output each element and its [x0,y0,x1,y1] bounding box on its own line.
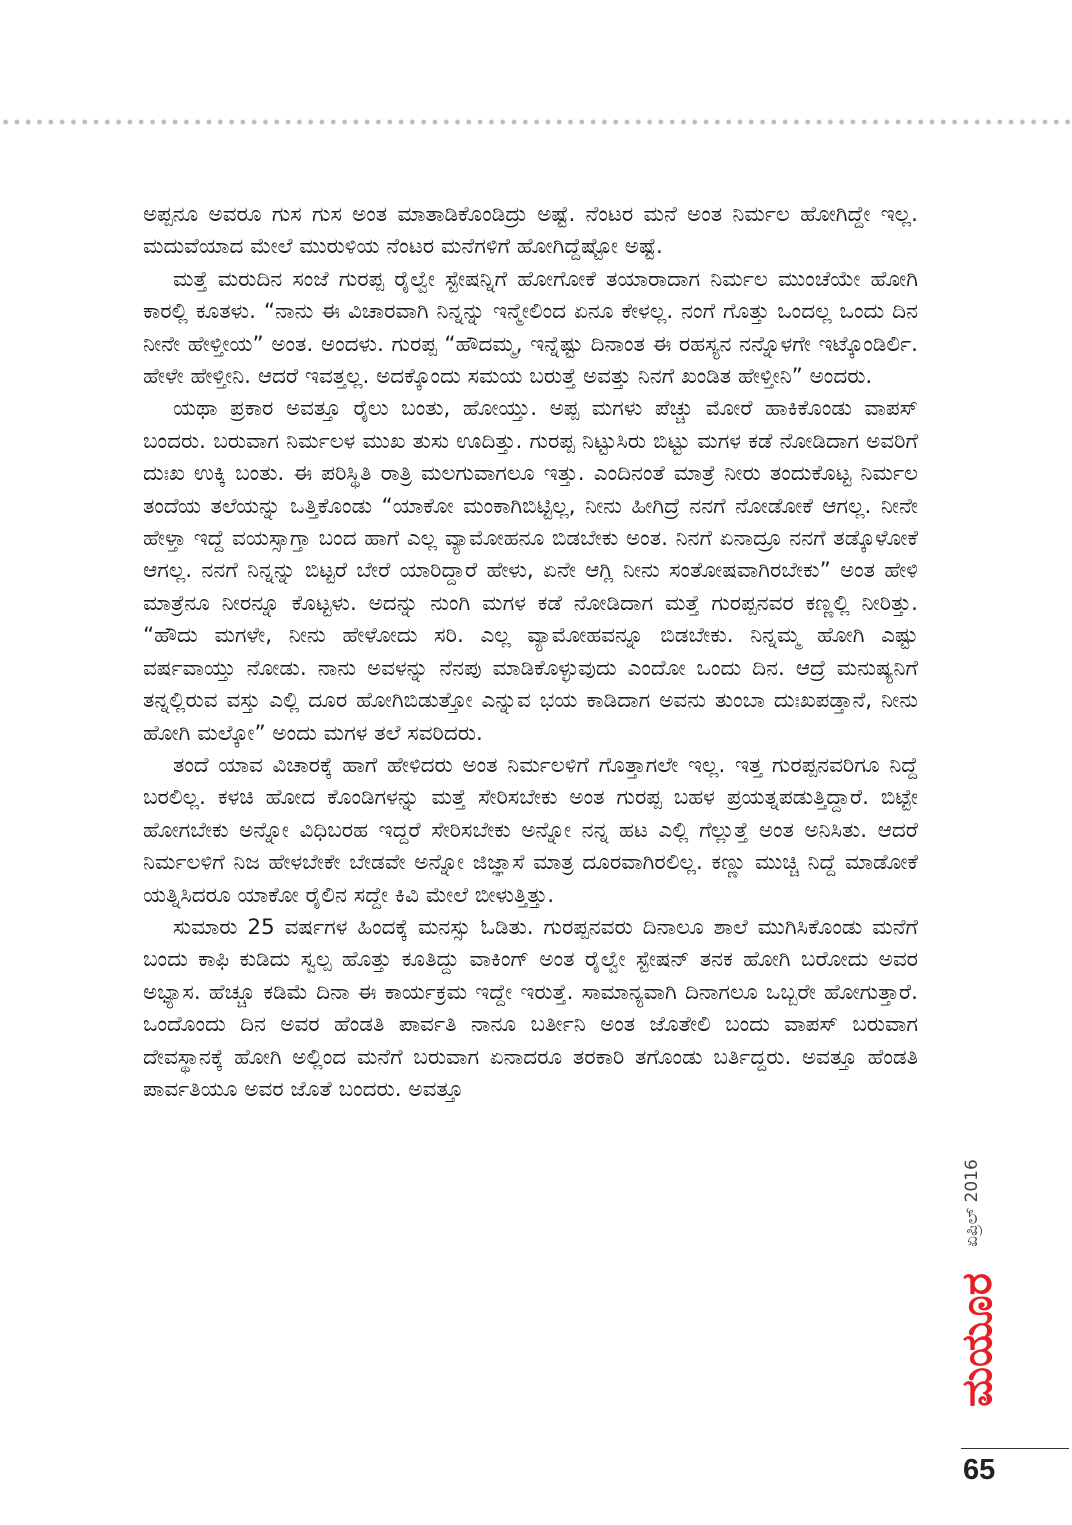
page-number: 65 [963,1454,996,1486]
page-number-rule [961,1448,1069,1449]
paragraph: ತಂದೆ ಯಾವ ವಿಚಾರಕ್ಕೆ ಹಾಗೆ ಹೇಳಿದರು ಅಂತ ನಿರ್ಮಲಳಿಗೆ ಗೊತ್ತಾಗಲೇ ಇಲ್ಲ. ಇತ್ತ ಗುರಪ್ಪನವರಿಗೂ ನಿದ್ದೆ ಬರಲಿಲ್ಲ. ಕಳಚಿ ಹೋದ ಕೊಂಡಿಗಳನ್ನು ಮತ್ತೆ ಸೇರಿಸಬೇಕು ಅಂತ ಗುರಪ್ಪ ಬಹಳ ಪ್ರಯತ್ನಪಡುತ್ತಿದ್ದಾರೆ. ಬಿಟ್ಟೇ ಹೋಗಬೇಕು ಅನ್ನೋ ವಿಧಿಬರಹ ಇದ್ದರೆ ಸೇರಿಸಬೇಕು ಅನ್ನೋ ನನ್ನ ಹಟ ಎಲ್ಲಿ ಗೆಲ್ಲುತ್ತೆ ಅಂತ ಅನಿಸಿತು. ಆದರೆ ನಿರ್ಮಲಳಿಗೆ ನಿಜ ಹೇಳಬೇಕೇ ಬೇಡವೇ ಅನ್ನೋ ಜಿಜ್ಞಾಸೆ ಮಾತ್ರ ದೂರವಾಗಿರಲಿಲ್ಲ. ಕಣ್ಣು ಮುಚ್ಚಿ ನಿದ್ದೆ ಮಾಡೋಕೆ ಯತ್ನಿಸಿದರೂ ಯಾಕೋ ರೈಲಿನ ಸದ್ದೇ ಕಿವಿ ಮೇಲೆ ಬೀಳುತ್ತಿತ್ತು. [143,752,918,908]
magazine-logo: ಮಯೂರ [952,1273,1001,1407]
article-body [143,199,918,1106]
paragraph: ಅಪ್ಪನೂ ಅವರೂ ಗುಸ ಗುಸ ಅಂತ ಮಾತಾಡಿಕೊಂಡಿದ್ರು ಅಷ್ಟೆ. ನೆಂಟರ ಮನೆ ಅಂತ ನಿರ್ಮಲ ಹೋಗಿದ್ದೇ ಇಲ್ಲ. ಮದುವೆಯಾದ ಮೇಲೆ ಮುರುಳಿಯ ನೆಂಟರ ಮನೆಗಳಿಗೆ ಹೋಗಿದ್ದೆಷ್ಟೋ ಅಷ್ಟೆ. [143,202,918,260]
issue-date: ಏಪ್ರಿಲ್ 2016 [962,1159,982,1247]
paragraph: ಸುಮಾರು 25 ವರ್ಷಗಳ ಹಿಂದಕ್ಕೆ ಮನಸ್ಸು ಓಡಿತು. ಗುರಪ್ಪನವರು ದಿನಾಲೂ ಶಾಲೆ ಮುಗಿಸಿಕೊಂಡು ಮನೆಗೆ ಬಂದು ಕಾಫಿ ಕುಡಿದು ಸ್ವಲ್ಪ ಹೊತ್ತು ಕೂತಿದ್ದು ವಾಕಿಂಗ್ ಅಂತ ರೈಲ್ವೇ ಸ್ಟೇಷನ್ ತನಕ ಹೋಗಿ ಬರೋದು ಅವರ ಅಭ್ಯಾಸ. ಹೆಚ್ಚೂ ಕಡಿಮೆ ದಿನಾ ಈ ಕಾರ್ಯಕ್ರಮ ಇದ್ದೇ ಇರುತ್ತೆ. ಸಾಮಾನ್ಯವಾಗಿ ದಿನಾಗಲೂ ಒಬ್ಬರೇ ಹೋಗುತ್ತಾರೆ. ಒಂದೊಂದು ದಿನ ಅವರ ಹೆಂಡತಿ ಪಾರ್ವತಿ ನಾನೂ ಬರ್ತೀನಿ ಅಂತ ಜೊತೇಲಿ ಬಂದು ವಾಪಸ್ ಬರುವಾಗ ದೇವಸ್ಥಾನಕ್ಕೆ ಹೋಗಿ ಅಲ್ಲಿಂದ ಮನೆಗೆ ಬರುವಾಗ ಏನಾದರೂ ತರಕಾರಿ ತಗೊಂಡು ಬರ್ತಿದ್ದರು. ಅವತ್ತೂ ಹೆಂಡತಿ ಪಾರ್ವತಿಯೂ ಅವರ ಜೊತೆ ಬಂದರು. ಅವತ್ತೂ [143,914,918,1102]
paragraph: ಯಥಾ ಪ್ರಕಾರ ಅವತ್ತೂ ರೈಲು ಬಂತು, ಹೋಯ್ತು. ಅಪ್ಪ ಮಗಳು ಪೆಚ್ಚು ಮೋರೆ ಹಾಕಿಕೊಂಡು ವಾಪಸ್ ಬಂದರು. ಬರುವಾಗ ನಿರ್ಮಲಳ ಮುಖ ತುಸು ಊದಿತ್ತು. ಗುರಪ್ಪ ನಿಟ್ಟುಸಿರು ಬಿಟ್ಟು ಮಗಳ ಕಡೆ ನೋಡಿದಾಗ ಅವರಿಗೆ ದುಃಖ ಉಕ್ಕಿ ಬಂತು. ಈ ಪರಿಸ್ಥಿತಿ ರಾತ್ರಿ ಮಲಗುವಾಗಲೂ ಇತ್ತು. ಎಂದಿನಂತೆ ಮಾತ್ರೆ ನೀರು ತಂದುಕೊಟ್ಟ ನಿರ್ಮಲ ತಂದೆಯ ತಲೆಯನ್ನು ಒತ್ತಿಕೊಂಡು “ಯಾಕೋ ಮಂಕಾಗಿಬಿಟ್ಟಿಲ್ಲ, ನೀನು ಹೀಗಿದ್ರೆ ನನಗೆ ನೋಡೋಕೆ ಆಗಲ್ಲ. ನೀನೇ ಹೇಳ್ತಾ ಇದ್ದೆ ವಯಸ್ಸಾಗ್ತಾ ಬಂದ ಹಾಗೆ ಎಲ್ಲ ವ್ಯಾಮೋಹನೂ ಬಿಡಬೇಕು ಅಂತ. ನಿನಗೆ ಏನಾದ್ರೂ ನನಗೆ ತಡ್ಕೊಳೋಕೆ ಆಗಲ್ಲ. ನನಗೆ ನಿನ್ನನ್ನು ಬಿಟ್ಟರೆ ಬೇರೆ ಯಾರಿದ್ದಾರೆ ಹೇಳು, ಏನೇ ಆಗ್ಲಿ ನೀನು ಸಂತೋಷವಾಗಿರಬೇಕು” ಅಂತ ಹೇಳಿ ಮಾತ್ರೆನೂ ನೀರನ್ನೂ ಕೊಟ್ಟಳು. ಅದನ್ನು ನುಂಗಿ ಮಗಳ ಕಡೆ ನೋಡಿದಾಗ ಮತ್ತೆ ಗುರಪ್ಪನವರ ಕಣ್ಣಲ್ಲಿ ನೀರಿತ್ತು. “ಹೌದು ಮಗಳೇ, ನೀನು ಹೇಳೋದು ಸರಿ. ಎಲ್ಲ ವ್ಯಾಮೋಹವನ್ನೂ ಬಿಡಬೇಕು. ನಿನ್ನಮ್ಮ ಹೋಗಿ ಎಷ್ಟು ವರ್ಷವಾಯ್ತು ನೋಡು. ನಾನು ಅವಳನ್ನು ನೆನಪು ಮಾಡಿಕೊಳ್ಳುವುದು ಎಂದೋ ಒಂದು ದಿನ. ಆದ್ರೆ ಮನುಷ್ಯನಿಗೆ ತನ್ನಲ್ಲಿರುವ ವಸ್ತು ಎಲ್ಲಿ ದೂರ ಹೋಗಿಬಿಡುತ್ತೋ ಎನ್ನುವ ಭಯ ಕಾಡಿದಾಗ ಅವನು ತುಂಬಾ ದುಃಖಪಡ್ತಾನೆ, ನೀನು ಹೋಗಿ ಮಲ್ಕೋ” ಅಂದು ಮಗಳ ತಲೆ ಸವರಿದರು. [143,396,918,746]
paragraph: ಮತ್ತೆ ಮರುದಿನ ಸಂಜೆ ಗುರಪ್ಪ ರೈಲ್ವೇ ಸ್ಟೇಷನ್ನಿಗೆ ಹೋಗೋಕೆ ತಯಾರಾದಾಗ ನಿರ್ಮಲ ಮುಂಚೆಯೇ ಹೋಗಿ ಕಾರಲ್ಲಿ ಕೂತಳು. “ನಾನು ಈ ವಿಚಾರವಾಗಿ ನಿನ್ನನ್ನು ಇನ್ಮೇಲಿಂದ ಏನೂ ಕೇಳಲ್ಲ. ನಂಗೆ ಗೊತ್ತು ಒಂದಲ್ಲ ಒಂದು ದಿನ ನೀನೇ ಹೇಳ್ತೀಯ” ಅಂತ. ಅಂದಳು. ಗುರಪ್ಪ “ಹೌದಮ್ಮ, ಇನ್ನೆಷ್ಟು ದಿನಾಂತ ಈ ರಹಸ್ಯನ ನನ್ನೊಳಗೇ ಇಟ್ಕೊಂಡಿರ್ಲಿ. ಹೇಳೇ ಹೇಳ್ತೀನಿ. ಆದರೆ ಇವತ್ತಲ್ಲ. ಅದಕ್ಕೊಂದು ಸಮಯ ಬರುತ್ತೆ ಅವತ್ತು ನಿನಗೆ ಖಂಡಿತ ಹೇಳ್ತೀನಿ” ಅಂದರು. [143,266,918,390]
dotted-header-rule [0,118,1072,126]
magazine-sidebar [944,1132,1004,1432]
